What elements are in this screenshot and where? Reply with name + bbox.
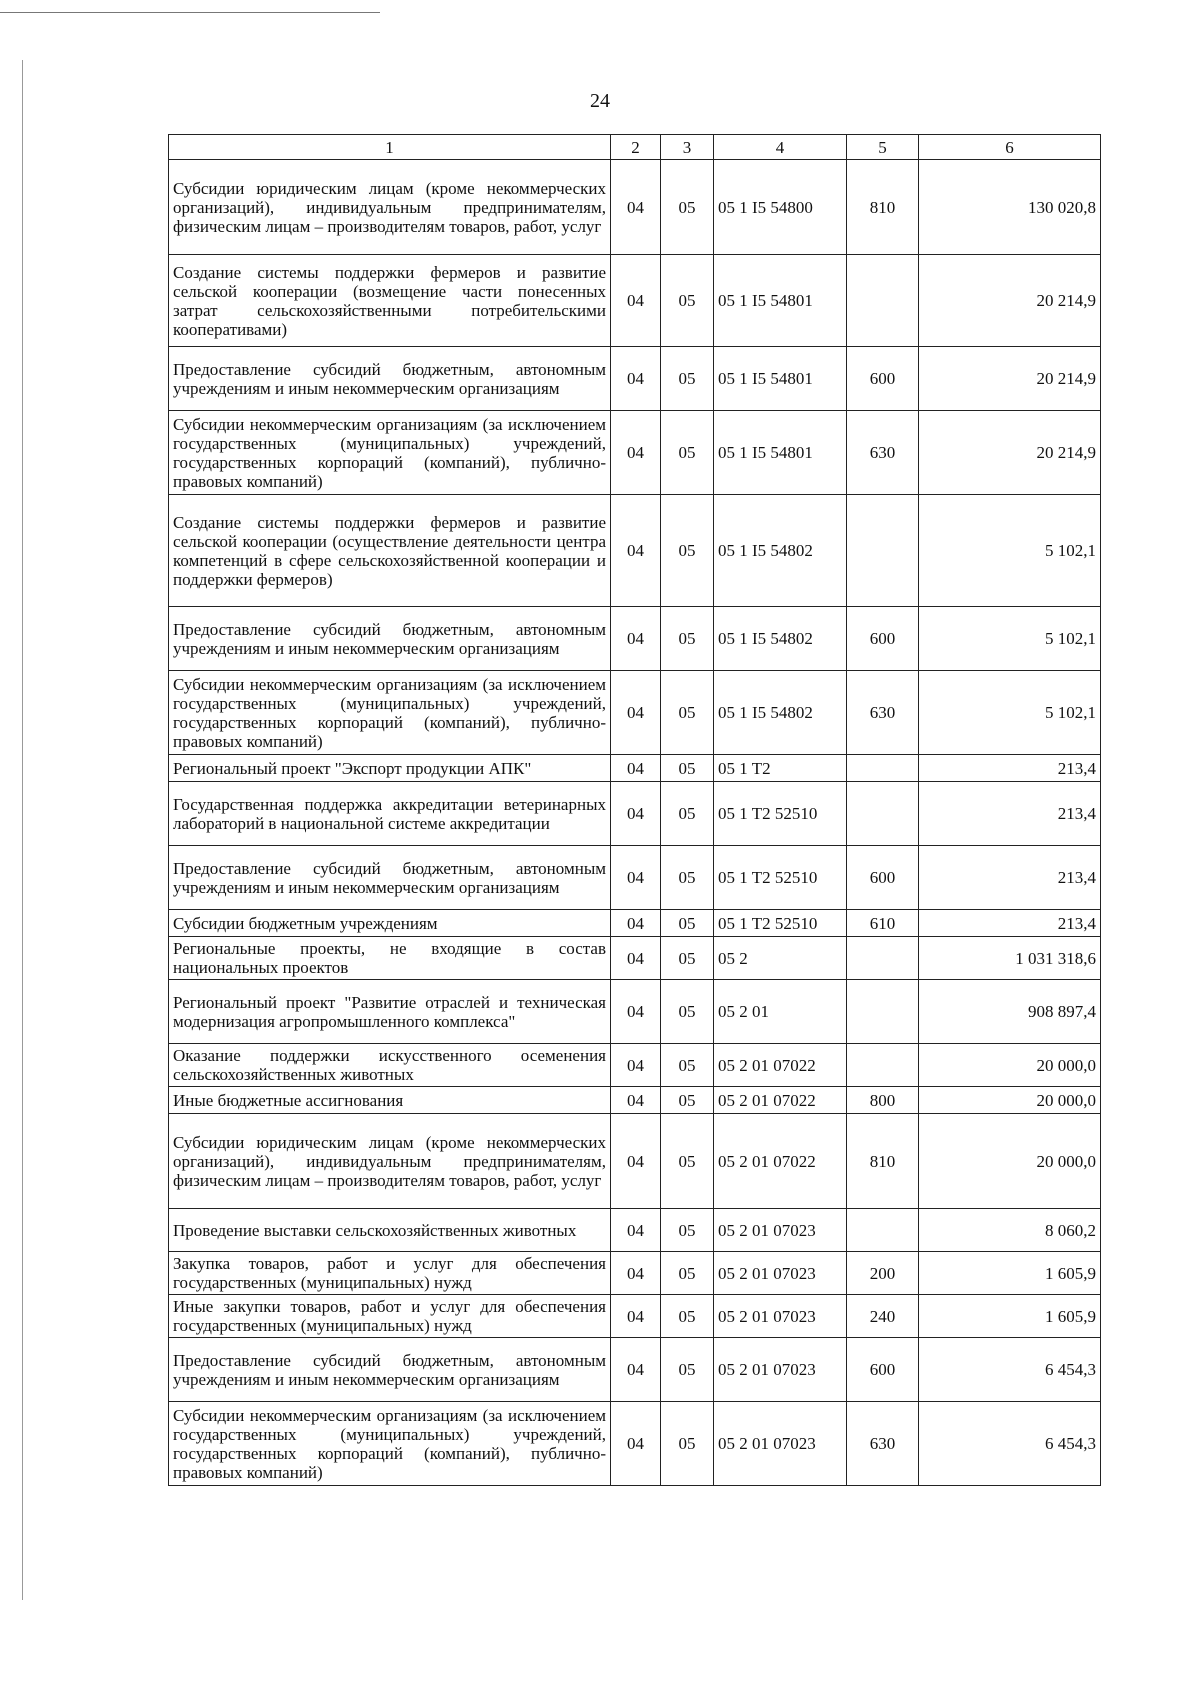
- table-body: [169, 160, 1101, 1486]
- cell-target-article: 05 1 I5 54802: [714, 607, 847, 671]
- cell-section: 04: [611, 1209, 661, 1252]
- cell-target-article: 05 2 01 07022: [714, 1114, 847, 1209]
- cell-description: Субсидии некоммерческим организациям (за исключением государственных (муниципальных) учреждений, государственных корпораций (компаний), публично-правовых компаний): [169, 671, 611, 755]
- table-row: [169, 411, 1101, 495]
- cell-description: Предоставление субсидий бюджетным, автономным учреждениям и иным некоммерческим организациям: [169, 1338, 611, 1402]
- table-row: [169, 1209, 1101, 1252]
- cell-description: Региональный проект "Экспорт продукции АПК": [169, 755, 611, 782]
- table-row: [169, 1402, 1101, 1486]
- column-header: 3: [661, 135, 714, 160]
- cell-section: 04: [611, 495, 661, 607]
- table-row: [169, 1087, 1101, 1114]
- cell-section: 04: [611, 1044, 661, 1087]
- cell-description: Субсидии юридическим лицам (кроме некоммерческих организаций), индивидуальным предпринимателям, физическим лицам – производителям товаров, работ, услуг: [169, 160, 611, 255]
- cell-target-article: 05 1 I5 54802: [714, 671, 847, 755]
- table-row: [169, 937, 1101, 980]
- cell-amount: 6 454,3: [919, 1402, 1101, 1486]
- cell-expense-type: 810: [847, 1114, 919, 1209]
- cell-description: Закупка товаров, работ и услуг для обеспечения государственных (муниципальных) нужд: [169, 1252, 611, 1295]
- cell-amount: 6 454,3: [919, 1338, 1101, 1402]
- cell-expense-type: [847, 1044, 919, 1087]
- cell-description: Иные закупки товаров, работ и услуг для обеспечения государственных (муниципальных) нужд: [169, 1295, 611, 1338]
- cell-subsection: 05: [661, 1087, 714, 1114]
- cell-amount: 213,4: [919, 846, 1101, 910]
- column-header: 1: [169, 135, 611, 160]
- cell-expense-type: [847, 495, 919, 607]
- cell-expense-type: 600: [847, 846, 919, 910]
- table-row: [169, 671, 1101, 755]
- cell-section: 04: [611, 937, 661, 980]
- cell-subsection: 05: [661, 1252, 714, 1295]
- table-row: [169, 1114, 1101, 1209]
- cell-target-article: 05 1 T2 52510: [714, 910, 847, 937]
- cell-section: 04: [611, 782, 661, 846]
- cell-description: Субсидии бюджетным учреждениям: [169, 910, 611, 937]
- cell-target-article: 05 1 I5 54800: [714, 160, 847, 255]
- cell-description: Оказание поддержки искусственного осеменения сельскохозяйственных животных: [169, 1044, 611, 1087]
- cell-section: 04: [611, 671, 661, 755]
- cell-expense-type: 200: [847, 1252, 919, 1295]
- cell-expense-type: 240: [847, 1295, 919, 1338]
- cell-section: 04: [611, 1087, 661, 1114]
- cell-subsection: 05: [661, 495, 714, 607]
- cell-subsection: 05: [661, 782, 714, 846]
- cell-target-article: 05 2 01 07022: [714, 1087, 847, 1114]
- cell-amount: 20 000,0: [919, 1087, 1101, 1114]
- cell-section: 04: [611, 1252, 661, 1295]
- cell-target-article: 05 1 T2: [714, 755, 847, 782]
- cell-amount: 1 605,9: [919, 1252, 1101, 1295]
- cell-target-article: 05 1 T2 52510: [714, 782, 847, 846]
- cell-amount: 5 102,1: [919, 671, 1101, 755]
- cell-target-article: 05 2 01 07023: [714, 1295, 847, 1338]
- cell-target-article: 05 1 T2 52510: [714, 846, 847, 910]
- cell-amount: 5 102,1: [919, 607, 1101, 671]
- cell-amount: 908 897,4: [919, 980, 1101, 1044]
- cell-expense-type: [847, 782, 919, 846]
- page-number: 24: [590, 90, 610, 112]
- cell-subsection: 05: [661, 1044, 714, 1087]
- cell-subsection: 05: [661, 255, 714, 347]
- scan-edge-left: [22, 60, 23, 1600]
- table-row: [169, 607, 1101, 671]
- cell-expense-type: [847, 1209, 919, 1252]
- cell-section: 04: [611, 160, 661, 255]
- column-header: 5: [847, 135, 919, 160]
- cell-expense-type: 630: [847, 411, 919, 495]
- cell-description: Государственная поддержка аккредитации ветеринарных лабораторий в национальной системе аккредитации: [169, 782, 611, 846]
- budget-table: [168, 134, 1101, 1486]
- cell-amount: 5 102,1: [919, 495, 1101, 607]
- table-row: [169, 160, 1101, 255]
- cell-subsection: 05: [661, 671, 714, 755]
- cell-description: Иные бюджетные ассигнования: [169, 1087, 611, 1114]
- cell-subsection: 05: [661, 755, 714, 782]
- cell-expense-type: 630: [847, 1402, 919, 1486]
- cell-section: 04: [611, 347, 661, 411]
- table-row: [169, 846, 1101, 910]
- column-header: 2: [611, 135, 661, 160]
- cell-amount: 20 214,9: [919, 411, 1101, 495]
- cell-section: 04: [611, 910, 661, 937]
- cell-subsection: 05: [661, 607, 714, 671]
- cell-target-article: 05 2: [714, 937, 847, 980]
- cell-target-article: 05 2 01 07023: [714, 1209, 847, 1252]
- cell-amount: 130 020,8: [919, 160, 1101, 255]
- table-row: [169, 495, 1101, 607]
- cell-section: 04: [611, 846, 661, 910]
- cell-amount: 20 214,9: [919, 255, 1101, 347]
- cell-section: 04: [611, 755, 661, 782]
- cell-expense-type: 600: [847, 1338, 919, 1402]
- table-row: [169, 1338, 1101, 1402]
- cell-target-article: 05 1 I5 54801: [714, 255, 847, 347]
- column-header: 4: [714, 135, 847, 160]
- cell-section: 04: [611, 255, 661, 347]
- cell-description: Региональные проекты, не входящие в состав национальных проектов: [169, 937, 611, 980]
- cell-target-article: 05 1 I5 54801: [714, 347, 847, 411]
- cell-amount: 20 214,9: [919, 347, 1101, 411]
- cell-description: Региональный проект "Развитие отраслей и техническая модернизация агропромышленного комплекса": [169, 980, 611, 1044]
- cell-expense-type: 800: [847, 1087, 919, 1114]
- cell-subsection: 05: [661, 1338, 714, 1402]
- cell-amount: 8 060,2: [919, 1209, 1101, 1252]
- scan-edge-top: [0, 12, 380, 13]
- cell-section: 04: [611, 980, 661, 1044]
- cell-expense-type: 810: [847, 160, 919, 255]
- cell-target-article: 05 2 01 07023: [714, 1338, 847, 1402]
- cell-target-article: 05 1 I5 54802: [714, 495, 847, 607]
- cell-description: Создание системы поддержки фермеров и развитие сельской кооперации (возмещение части понесенных затрат сельскохозяйственными потребительскими кооперативами): [169, 255, 611, 347]
- column-header: 6: [919, 135, 1101, 160]
- cell-section: 04: [611, 411, 661, 495]
- cell-expense-type: 600: [847, 607, 919, 671]
- cell-amount: 213,4: [919, 910, 1101, 937]
- cell-description: Субсидии юридическим лицам (кроме некоммерческих организаций), индивидуальным предпринимателям, физическим лицам – производителям товаров, работ, услуг: [169, 1114, 611, 1209]
- cell-subsection: 05: [661, 347, 714, 411]
- cell-description: Субсидии некоммерческим организациям (за исключением государственных (муниципальных) учреждений, государственных корпораций (компаний), публично-правовых компаний): [169, 1402, 611, 1486]
- cell-description: Предоставление субсидий бюджетным, автономным учреждениям и иным некоммерческим организациям: [169, 607, 611, 671]
- cell-amount: 20 000,0: [919, 1114, 1101, 1209]
- cell-description: Предоставление субсидий бюджетным, автономным учреждениям и иным некоммерческим организациям: [169, 846, 611, 910]
- cell-section: 04: [611, 1338, 661, 1402]
- cell-section: 04: [611, 607, 661, 671]
- cell-description: Проведение выставки сельскохозяйственных животных: [169, 1209, 611, 1252]
- cell-amount: 1 031 318,6: [919, 937, 1101, 980]
- table-row: [169, 980, 1101, 1044]
- cell-expense-type: 610: [847, 910, 919, 937]
- cell-section: 04: [611, 1402, 661, 1486]
- cell-description: Предоставление субсидий бюджетным, автономным учреждениям и иным некоммерческим организациям: [169, 347, 611, 411]
- cell-amount: 20 000,0: [919, 1044, 1101, 1087]
- table-row: [169, 347, 1101, 411]
- cell-expense-type: 630: [847, 671, 919, 755]
- cell-subsection: 05: [661, 1402, 714, 1486]
- cell-subsection: 05: [661, 1295, 714, 1338]
- cell-target-article: 05 2 01: [714, 980, 847, 1044]
- cell-target-article: 05 2 01 07023: [714, 1402, 847, 1486]
- table-row: [169, 255, 1101, 347]
- table-row: [169, 910, 1101, 937]
- table-row: [169, 782, 1101, 846]
- cell-subsection: 05: [661, 846, 714, 910]
- cell-subsection: 05: [661, 1209, 714, 1252]
- table-row: [169, 1295, 1101, 1338]
- cell-subsection: 05: [661, 411, 714, 495]
- cell-description: Субсидии некоммерческим организациям (за исключением государственных (муниципальных) учреждений, государственных корпораций (компаний), публично-правовых компаний): [169, 411, 611, 495]
- cell-expense-type: [847, 255, 919, 347]
- cell-expense-type: [847, 980, 919, 1044]
- cell-expense-type: [847, 937, 919, 980]
- cell-target-article: 05 2 01 07022: [714, 1044, 847, 1087]
- cell-subsection: 05: [661, 1114, 714, 1209]
- cell-amount: 213,4: [919, 755, 1101, 782]
- cell-subsection: 05: [661, 980, 714, 1044]
- table-row: [169, 1252, 1101, 1295]
- cell-expense-type: [847, 755, 919, 782]
- table-header-row: [169, 135, 1101, 160]
- cell-section: 04: [611, 1114, 661, 1209]
- cell-description: Создание системы поддержки фермеров и развитие сельской кооперации (осуществление деятельности центра компетенций в сфере сельскохозяйственной кооперации и поддержки фермеров): [169, 495, 611, 607]
- cell-amount: 213,4: [919, 782, 1101, 846]
- cell-subsection: 05: [661, 160, 714, 255]
- table-row: [169, 755, 1101, 782]
- cell-expense-type: 600: [847, 347, 919, 411]
- cell-target-article: 05 1 I5 54801: [714, 411, 847, 495]
- cell-subsection: 05: [661, 937, 714, 980]
- table-row: [169, 1044, 1101, 1087]
- cell-amount: 1 605,9: [919, 1295, 1101, 1338]
- cell-target-article: 05 2 01 07023: [714, 1252, 847, 1295]
- cell-section: 04: [611, 1295, 661, 1338]
- cell-subsection: 05: [661, 910, 714, 937]
